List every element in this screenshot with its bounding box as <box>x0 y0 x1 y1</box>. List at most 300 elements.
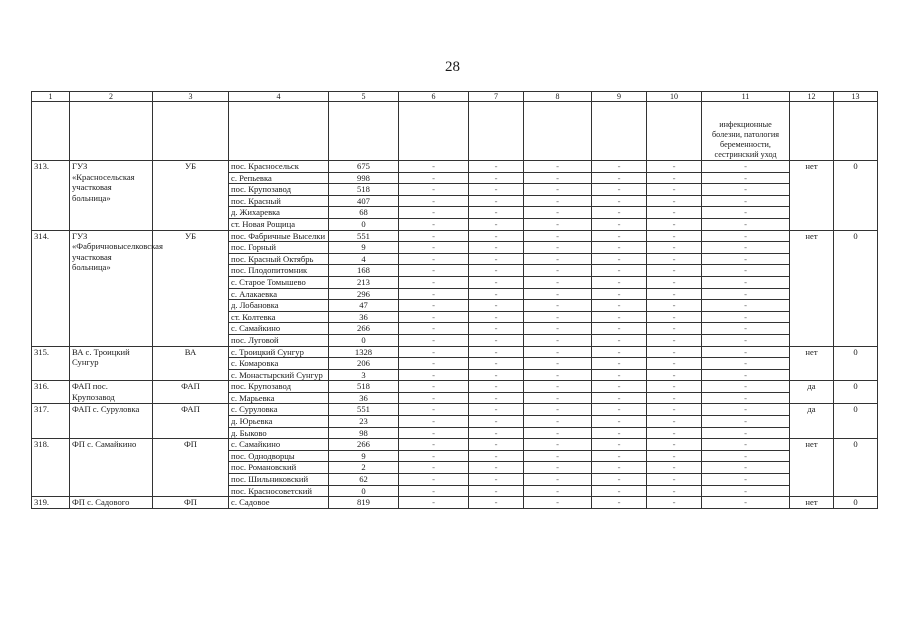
population-value: 36 <box>329 311 399 323</box>
dash-cell: - <box>647 439 702 451</box>
dash-cell: - <box>592 381 647 393</box>
dash-cell: - <box>469 300 524 312</box>
dash-cell: - <box>702 334 790 346</box>
dash-cell: - <box>647 207 702 219</box>
settlement-name: с. Троицкий Сунгур <box>229 346 329 358</box>
dash-cell: - <box>592 230 647 242</box>
col13-value: 0 <box>834 346 878 381</box>
facility-type: ВА <box>153 346 229 381</box>
settlement-name: д. Жихаревка <box>229 207 329 219</box>
population-value: 4 <box>329 253 399 265</box>
dash-cell: - <box>469 392 524 404</box>
dash-cell: - <box>647 323 702 335</box>
dash-cell: - <box>647 172 702 184</box>
population-value: 9 <box>329 242 399 254</box>
cell <box>399 102 469 161</box>
dash-cell: - <box>592 474 647 486</box>
settlement-name: с. Суруловка <box>229 404 329 416</box>
dash-cell: - <box>469 184 524 196</box>
dash-cell: - <box>702 276 790 288</box>
settlement-name: с. Самайкино <box>229 323 329 335</box>
dash-cell: - <box>524 485 592 497</box>
dash-cell: - <box>469 474 524 486</box>
dash-cell: - <box>592 427 647 439</box>
cell <box>524 102 592 161</box>
facility-type: ФАП <box>153 381 229 404</box>
dash-cell: - <box>469 323 524 335</box>
dash-cell: - <box>524 474 592 486</box>
dash-cell: - <box>702 311 790 323</box>
dash-cell: - <box>399 392 469 404</box>
col12-value: нет <box>790 346 834 381</box>
dash-cell: - <box>647 161 702 173</box>
settlement-name: с. Старое Томышево <box>229 276 329 288</box>
settlement-name: пос. Крупозавод <box>229 381 329 393</box>
dash-cell: - <box>469 381 524 393</box>
table-row <box>32 161 878 173</box>
col-number: 9 <box>592 92 647 102</box>
dash-cell: - <box>524 323 592 335</box>
dash-cell: - <box>469 253 524 265</box>
dash-cell: - <box>399 265 469 277</box>
dash-cell: - <box>592 195 647 207</box>
col12-value: нет <box>790 497 834 509</box>
dash-cell: - <box>702 218 790 230</box>
dash-cell: - <box>702 300 790 312</box>
dash-cell: - <box>702 416 790 428</box>
dash-cell: - <box>524 450 592 462</box>
dash-cell: - <box>469 172 524 184</box>
dash-cell: - <box>524 497 592 509</box>
dash-cell: - <box>524 207 592 219</box>
col-number: 11 <box>702 92 790 102</box>
dash-cell: - <box>399 346 469 358</box>
dash-cell: - <box>702 358 790 370</box>
dash-cell: - <box>399 300 469 312</box>
facility-name: ВА с. Троицкий Сунгур <box>70 346 153 381</box>
dash-cell: - <box>702 404 790 416</box>
page-number: 28 <box>445 59 460 75</box>
facility-type: ФП <box>153 439 229 497</box>
dash-cell: - <box>647 369 702 381</box>
dash-cell: - <box>469 427 524 439</box>
dash-cell: - <box>399 161 469 173</box>
dash-cell: - <box>524 439 592 451</box>
settlement-name: пос. Луговой <box>229 334 329 346</box>
row-number: 315. <box>32 346 70 381</box>
cell <box>153 102 229 161</box>
row-number: 316. <box>32 381 70 404</box>
dash-cell: - <box>647 184 702 196</box>
population-value: 0 <box>329 218 399 230</box>
dash-cell: - <box>399 416 469 428</box>
settlement-name: пос. Однодворцы <box>229 450 329 462</box>
dash-cell: - <box>469 416 524 428</box>
dash-cell: - <box>469 497 524 509</box>
dash-cell: - <box>399 462 469 474</box>
dash-cell: - <box>399 288 469 300</box>
dash-cell: - <box>399 474 469 486</box>
facility-name: ГУЗ «Красносельская участковая больница» <box>70 161 153 231</box>
dash-cell: - <box>702 381 790 393</box>
dash-cell: - <box>469 195 524 207</box>
dash-cell: - <box>469 265 524 277</box>
dash-cell: - <box>592 334 647 346</box>
dash-cell: - <box>399 195 469 207</box>
population-value: 551 <box>329 230 399 242</box>
dash-cell: - <box>524 195 592 207</box>
settlement-name: с. Алакаевка <box>229 288 329 300</box>
settlement-name: пос. Плодопитомник <box>229 265 329 277</box>
facility-name: ФП с. Самайкино <box>70 439 153 497</box>
dash-cell: - <box>469 276 524 288</box>
settlement-name: с. Самайкино <box>229 439 329 451</box>
population-value: 68 <box>329 207 399 219</box>
dash-cell: - <box>647 450 702 462</box>
dash-cell: - <box>592 497 647 509</box>
dash-cell: - <box>702 474 790 486</box>
col-number: 4 <box>229 92 329 102</box>
dash-cell: - <box>469 439 524 451</box>
dash-cell: - <box>592 450 647 462</box>
dash-cell: - <box>647 253 702 265</box>
dash-cell: - <box>702 207 790 219</box>
facility-name: ГУЗ «Фабричновыселковская участковая больница» <box>70 230 153 346</box>
dash-cell: - <box>399 497 469 509</box>
population-value: 518 <box>329 381 399 393</box>
settlement-name: д. Быково <box>229 427 329 439</box>
cell <box>647 102 702 161</box>
dash-cell: - <box>524 253 592 265</box>
col12-value: да <box>790 381 834 404</box>
dash-cell: - <box>524 184 592 196</box>
dash-cell: - <box>524 311 592 323</box>
dash-cell: - <box>524 161 592 173</box>
col12-value: да <box>790 404 834 439</box>
population-value: 98 <box>329 427 399 439</box>
population-value: 36 <box>329 392 399 404</box>
dash-cell: - <box>592 218 647 230</box>
dash-cell: - <box>524 381 592 393</box>
dash-cell: - <box>592 323 647 335</box>
dash-cell: - <box>702 323 790 335</box>
dash-cell: - <box>399 172 469 184</box>
dash-cell: - <box>399 230 469 242</box>
dash-cell: - <box>524 404 592 416</box>
dash-cell: - <box>469 311 524 323</box>
col13-value: 0 <box>834 439 878 497</box>
dash-cell: - <box>524 230 592 242</box>
table-row <box>32 497 878 509</box>
settlement-name: с. Комаровка <box>229 358 329 370</box>
dash-cell: - <box>702 230 790 242</box>
dash-cell: - <box>399 427 469 439</box>
dash-cell: - <box>647 474 702 486</box>
dash-cell: - <box>524 276 592 288</box>
col-number: 7 <box>469 92 524 102</box>
population-value: 2 <box>329 462 399 474</box>
col13-value: 0 <box>834 404 878 439</box>
col-number: 2 <box>70 92 153 102</box>
column-number-row <box>32 92 878 102</box>
dash-cell: - <box>592 311 647 323</box>
row-number: 318. <box>32 439 70 497</box>
dash-cell: - <box>702 195 790 207</box>
facility-type: УБ <box>153 161 229 231</box>
dash-cell: - <box>399 439 469 451</box>
settlement-name: с. Монастырский Сунгур <box>229 369 329 381</box>
settlement-name: пос. Шильниковский <box>229 474 329 486</box>
dash-cell: - <box>592 242 647 254</box>
population-value: 819 <box>329 497 399 509</box>
dash-cell: - <box>647 462 702 474</box>
cell <box>32 102 70 161</box>
col-number: 6 <box>399 92 469 102</box>
table-row <box>32 230 878 242</box>
dash-cell: - <box>469 358 524 370</box>
facility-name: ФАП с. Суруловка <box>70 404 153 439</box>
col13-value: 0 <box>834 161 878 231</box>
dash-cell: - <box>647 404 702 416</box>
dash-cell: - <box>702 462 790 474</box>
dash-cell: - <box>592 207 647 219</box>
dash-cell: - <box>399 242 469 254</box>
dash-cell: - <box>399 276 469 288</box>
facilities-table <box>31 91 878 509</box>
cell <box>229 102 329 161</box>
col12-value: нет <box>790 161 834 231</box>
dash-cell: - <box>469 242 524 254</box>
settlement-name: пос. Романовский <box>229 462 329 474</box>
dash-cell: - <box>399 369 469 381</box>
dash-cell: - <box>399 381 469 393</box>
population-value: 9 <box>329 450 399 462</box>
dash-cell: - <box>702 497 790 509</box>
population-value: 998 <box>329 172 399 184</box>
dash-cell: - <box>469 462 524 474</box>
col-number: 3 <box>153 92 229 102</box>
dash-cell: - <box>592 300 647 312</box>
dash-cell: - <box>524 242 592 254</box>
settlement-name: с. Садовое <box>229 497 329 509</box>
table-row <box>32 439 878 451</box>
cell <box>790 102 834 161</box>
population-value: 1328 <box>329 346 399 358</box>
dash-cell: - <box>592 485 647 497</box>
dash-cell: - <box>469 288 524 300</box>
population-value: 206 <box>329 358 399 370</box>
dash-cell: - <box>647 218 702 230</box>
dash-cell: - <box>647 392 702 404</box>
dash-cell: - <box>524 218 592 230</box>
population-value: 62 <box>329 474 399 486</box>
dash-cell: - <box>592 369 647 381</box>
dash-cell: - <box>702 172 790 184</box>
dash-cell: - <box>647 311 702 323</box>
dash-cell: - <box>469 207 524 219</box>
dash-cell: - <box>399 311 469 323</box>
dash-cell: - <box>647 242 702 254</box>
settlement-name: пос. Красный Октябрь <box>229 253 329 265</box>
dash-cell: - <box>469 334 524 346</box>
dash-cell: - <box>647 288 702 300</box>
dash-cell: - <box>702 288 790 300</box>
dash-cell: - <box>592 462 647 474</box>
dash-cell: - <box>592 416 647 428</box>
row-number: 319. <box>32 497 70 509</box>
table-row <box>32 346 878 358</box>
dash-cell: - <box>399 404 469 416</box>
population-value: 407 <box>329 195 399 207</box>
dash-cell: - <box>469 485 524 497</box>
dash-cell: - <box>702 346 790 358</box>
dash-cell: - <box>592 161 647 173</box>
dash-cell: - <box>647 497 702 509</box>
dash-cell: - <box>647 485 702 497</box>
dash-cell: - <box>469 218 524 230</box>
dash-cell: - <box>399 450 469 462</box>
dash-cell: - <box>399 253 469 265</box>
table-row <box>32 381 878 393</box>
dash-cell: - <box>524 288 592 300</box>
facility-type: УБ <box>153 230 229 346</box>
dash-cell: - <box>592 253 647 265</box>
cell <box>329 102 399 161</box>
population-value: 675 <box>329 161 399 173</box>
dash-cell: - <box>702 184 790 196</box>
settlement-name: ст. Новая Рощица <box>229 218 329 230</box>
population-value: 266 <box>329 439 399 451</box>
row-number: 317. <box>32 404 70 439</box>
dash-cell: - <box>647 195 702 207</box>
dash-cell: - <box>524 392 592 404</box>
dash-cell: - <box>702 392 790 404</box>
dash-cell: - <box>702 242 790 254</box>
dash-cell: - <box>469 346 524 358</box>
dash-cell: - <box>647 346 702 358</box>
col13-value: 0 <box>834 230 878 346</box>
dash-cell: - <box>524 265 592 277</box>
settlement-name: пос. Крупозавод <box>229 184 329 196</box>
dash-cell: - <box>399 207 469 219</box>
continuation-row <box>32 102 878 161</box>
settlement-name: д. Лобановка <box>229 300 329 312</box>
dash-cell: - <box>469 369 524 381</box>
settlement-name: с. Марьевка <box>229 392 329 404</box>
row-number: 314. <box>32 230 70 346</box>
dash-cell: - <box>647 381 702 393</box>
dash-cell: - <box>592 172 647 184</box>
col13-value: 0 <box>834 497 878 509</box>
col-number: 1 <box>32 92 70 102</box>
dash-cell: - <box>524 358 592 370</box>
dash-cell: - <box>399 218 469 230</box>
dash-cell: - <box>702 161 790 173</box>
facility-type: ФП <box>153 497 229 509</box>
dash-cell: - <box>524 300 592 312</box>
population-value: 266 <box>329 323 399 335</box>
dash-cell: - <box>702 450 790 462</box>
dash-cell: - <box>592 276 647 288</box>
dash-cell: - <box>469 161 524 173</box>
facility-type: ФАП <box>153 404 229 439</box>
dash-cell: - <box>524 462 592 474</box>
population-value: 296 <box>329 288 399 300</box>
dash-cell: - <box>592 346 647 358</box>
dash-cell: - <box>524 346 592 358</box>
cell <box>70 102 153 161</box>
dash-cell: - <box>524 369 592 381</box>
population-value: 551 <box>329 404 399 416</box>
dash-cell: - <box>469 404 524 416</box>
dash-cell: - <box>399 184 469 196</box>
continuation-col11-text: инфекционные болезни, патология беременности, сестринский уход <box>702 102 790 161</box>
dash-cell: - <box>647 265 702 277</box>
settlement-name: с. Репьевка <box>229 172 329 184</box>
dash-cell: - <box>592 439 647 451</box>
settlement-name: пос. Фабричные Выселки <box>229 230 329 242</box>
dash-cell: - <box>592 288 647 300</box>
row-number: 313. <box>32 161 70 231</box>
dash-cell: - <box>592 392 647 404</box>
population-value: 0 <box>329 485 399 497</box>
dash-cell: - <box>399 323 469 335</box>
population-value: 168 <box>329 265 399 277</box>
dash-cell: - <box>399 485 469 497</box>
cell <box>592 102 647 161</box>
population-value: 518 <box>329 184 399 196</box>
population-value: 3 <box>329 369 399 381</box>
col12-value: нет <box>790 230 834 346</box>
dash-cell: - <box>647 300 702 312</box>
dash-cell: - <box>524 416 592 428</box>
settlement-name: пос. Горный <box>229 242 329 254</box>
col-number: 10 <box>647 92 702 102</box>
settlement-name: пос. Красносельск <box>229 161 329 173</box>
dash-cell: - <box>524 427 592 439</box>
col13-value: 0 <box>834 381 878 404</box>
dash-cell: - <box>647 230 702 242</box>
settlement-name: ст. Колтевка <box>229 311 329 323</box>
cell <box>469 102 524 161</box>
dash-cell: - <box>399 358 469 370</box>
population-value: 23 <box>329 416 399 428</box>
col12-value: нет <box>790 439 834 497</box>
dash-cell: - <box>592 404 647 416</box>
dash-cell: - <box>702 253 790 265</box>
col-number: 5 <box>329 92 399 102</box>
settlement-name: пос. Красный <box>229 195 329 207</box>
dash-cell: - <box>702 265 790 277</box>
col-number: 8 <box>524 92 592 102</box>
population-value: 213 <box>329 276 399 288</box>
col-number: 13 <box>834 92 878 102</box>
dash-cell: - <box>647 358 702 370</box>
population-value: 47 <box>329 300 399 312</box>
dash-cell: - <box>647 427 702 439</box>
dash-cell: - <box>469 450 524 462</box>
dash-cell: - <box>702 485 790 497</box>
population-value: 0 <box>329 334 399 346</box>
dash-cell: - <box>647 334 702 346</box>
dash-cell: - <box>399 334 469 346</box>
dash-cell: - <box>647 416 702 428</box>
facility-name: ФП с. Садового <box>70 497 153 509</box>
dash-cell: - <box>647 276 702 288</box>
settlement-name: д. Юрьевка <box>229 416 329 428</box>
dash-cell: - <box>702 439 790 451</box>
dash-cell: - <box>592 184 647 196</box>
